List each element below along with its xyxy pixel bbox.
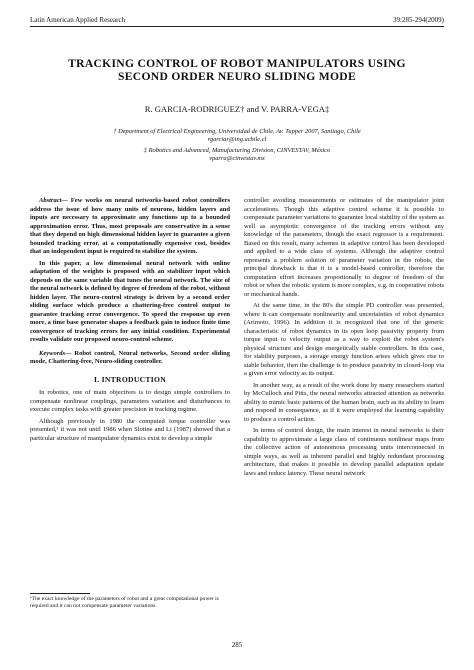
volume-pages: 39:285-294(2009) xyxy=(393,16,444,24)
affiliation-2-email: vparra@cinvestav.mx xyxy=(209,155,265,163)
introduction-body xyxy=(30,389,230,443)
footnote-rule xyxy=(30,593,90,594)
keywords xyxy=(30,350,230,367)
right-paragraph-4: In terms of control design, the main interest in neural networks is their capability to approximate a large class of continuous nonlinear maps from the collective action of autonomous processing units interconnected in simple ways, as well as inherent parallel and highly redundant processing architecture, that makes it possible to develop parallel adaptation update laws and reduce latency. These neural network xyxy=(244,427,444,477)
right-paragraph-3: In another way, as a result of the work done by many researchers started by McCulloch and Pitts, the neural networks attracted attention as networks ability to mimic basic patterns of the human brain, such as its ability to learn and respond in consequence, as if it were employed the learning capability to produce a control action. xyxy=(244,381,444,423)
title-line-1: TRACKING CONTROL OF ROBOT MANIPULATORS USING xyxy=(68,57,406,70)
affiliation-1-email: rgarciar@ing.uchile.cl xyxy=(207,136,267,144)
author-list: R. GARCIA-RODRIGUEZ† and V. PARRA-VEGA‡ xyxy=(144,104,330,114)
affiliation-1-address: † Department of Electrical Engineering, Universidad de Chile, Av. Tupper 2007, Santiago, Chile xyxy=(113,128,361,135)
title-line-2: SECOND ORDER NEURO SLIDING MODE xyxy=(118,70,356,83)
abstract-text-1: Few works on neural networks-based robot controllers address the issue of how many units of neurons, hidden layers and inputs are necessary to approximate any functions up to a bounded approximation error. Thus, most proposals are conservative in a sense that they depend on high dimensional hidden layer to guarantee a given bounded tracking error, at a computationally expensive cost, besides that an independent input is required to stabilize the system. xyxy=(30,197,230,255)
left-column xyxy=(30,197,230,446)
paper-page xyxy=(30,0,444,670)
right-paragraph-2: At the same time, in the 80's the simple PD controller was presented, where it can compensate nonlinearity and uncertainties of robot dynamics (Arimoto, 1996). In addition it is recognized that one of the generic characteristic of robot dynamics in its open loop passivity property from torque input to velocity output as a way to exploit the robot system's physical structure and design energetically stable controllers. In this case, for stability purposes, a storage energy function arises which gives rise to stable behavior, then the challenge is to produce passivity in closed-loop via a given error velocity as its output. xyxy=(244,302,444,377)
affiliation-1 xyxy=(30,128,444,145)
intro-paragraph-1: In robotics, one of main objectives is to design simple controllers to compensate nonlinear couplings, parameters variation and disturbances to execute complex tasks with greater precision in tracking regime. xyxy=(30,389,230,413)
paper-title xyxy=(30,57,444,83)
header-rule xyxy=(30,26,444,27)
abstract-label: Abstract— xyxy=(39,197,68,204)
section-heading-introduction: I. INTRODUCTION xyxy=(93,374,166,384)
right-paragraph-1: controller avoiding measurements or estimates of the manipulator joint accelerations. Though this adaptive control scheme it is possible to compensate parameter variations to guarantee local stability of the system as well as asymptotic convergence of the tracking errors without any knowledge of the parameters, though the exact regressor is a requirement. Based on this result, many schemes in adaptive control has been developed and applied to a wide class of systems. Although the adaptive control represents a problem solution of parameter variation in the robots, the principal drawback is that it is a model-based controller, therefore the computation effort increases proportionally to degree of freedom of the robot or when the robotic system is more complex, e.g. in cooperative robots or mechanical hands. xyxy=(244,197,444,298)
journal-name: Latin American Applied Research xyxy=(30,16,126,24)
page-number: 285 xyxy=(231,641,243,649)
intro-paragraph-2: Although previously in 1980 the computed torque controller was presented,¹ it was not until 1986 when Slotine and Li (1987) showed that a particular structure of manipulator dynamics exist to develop a simple xyxy=(30,417,230,442)
right-column xyxy=(244,197,444,481)
abstract-paragraph-1 xyxy=(30,197,230,257)
footnote: ¹The exact knowledge of the parameters of robot and a great computational power is required and it can not compensate parameter variations. xyxy=(30,596,219,609)
affiliation-2-address: ‡ Robotics and Advanced, Manufacturing Division, CINVESTAV, México xyxy=(143,147,331,154)
abstract-paragraph-2: In this paper, a low dimensional neural network with online adaptation of the weights is proposed with an stabilizer input which depends on the same variable that tunes the neural network. The size of the neural network is defined by degree of freedom of the robot, without hidden layer. The neuro-control strategy is driven by a second order sliding surface which produce a chattering-free control output to guarantee tracking error convergence. To speed the response up even more, a time base generator shapes a feedback gain to induce finite time convergence of tracking errors for any initial condition. Experimental results validate our proposed neuro-control scheme. xyxy=(30,259,230,343)
keywords-label: Keywords— xyxy=(39,349,72,357)
affiliation-2 xyxy=(30,147,444,164)
keywords-text: Robot control, Neural networks, Second order sliding mode, Chattering-free, Neuro-sliding controller. xyxy=(30,349,231,365)
